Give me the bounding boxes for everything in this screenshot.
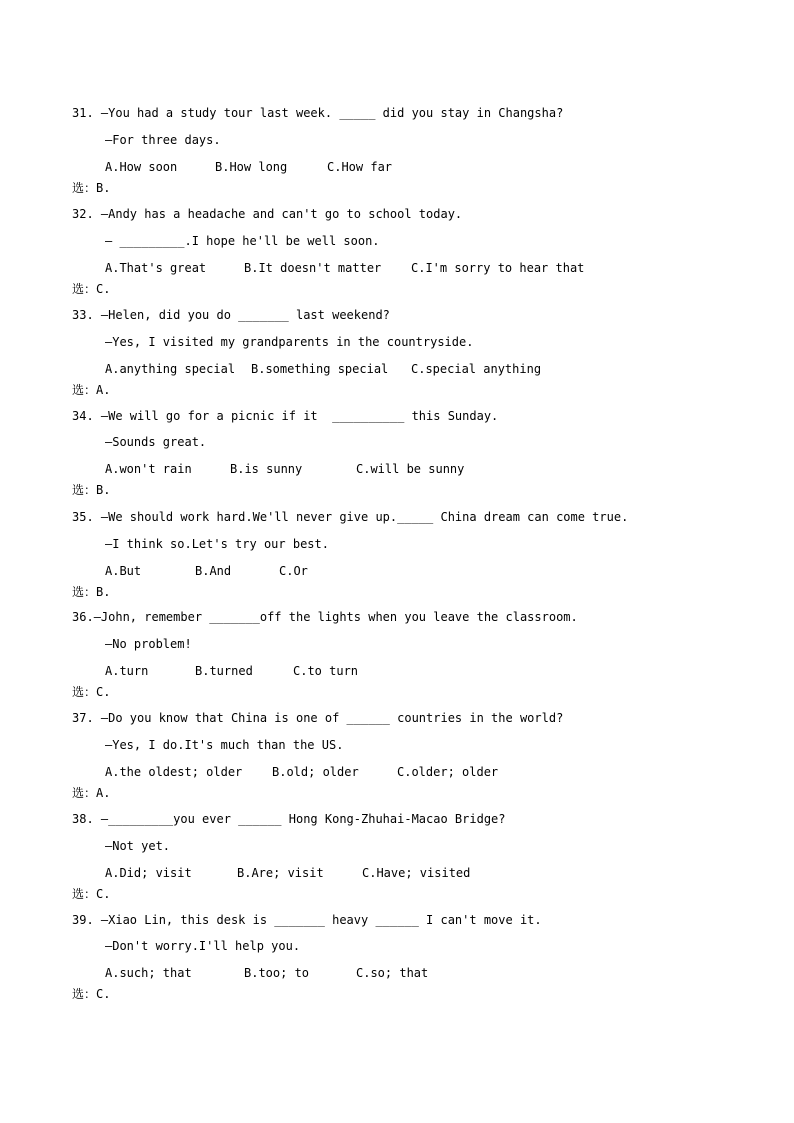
dialogue-reply: —Don't worry.I'll help you. bbox=[105, 939, 301, 953]
option-b: B.And bbox=[195, 564, 232, 578]
options-row bbox=[105, 462, 465, 476]
option-a: A.won't rain bbox=[105, 462, 192, 476]
option-b: B.old; older bbox=[272, 765, 359, 779]
dialogue-reply: —I think so.Let's try our best. bbox=[105, 537, 329, 551]
option-c: C.How far bbox=[327, 160, 393, 174]
dialogue-reply: —Not yet. bbox=[105, 839, 171, 853]
solution: 选：C. bbox=[72, 987, 111, 1001]
solution: 选：A. bbox=[72, 383, 111, 397]
question-number: 36. bbox=[72, 610, 94, 624]
question-number: 37. bbox=[72, 711, 94, 725]
question-stem bbox=[72, 812, 506, 826]
option-a: A.That's great bbox=[105, 261, 207, 275]
options-row bbox=[105, 664, 359, 678]
solution: 选：B. bbox=[72, 181, 111, 195]
option-a: A.How soon bbox=[105, 160, 178, 174]
option-c: C.older; older bbox=[397, 765, 499, 779]
question-text: —You had a study tour last week. _____ did you stay in Changsha? bbox=[93, 106, 564, 120]
question-stem bbox=[72, 308, 390, 322]
option-a: A.the oldest; older bbox=[105, 765, 243, 779]
options-row bbox=[105, 362, 542, 376]
option-b: B.Are; visit bbox=[237, 866, 324, 880]
solution: 选：A. bbox=[72, 786, 111, 800]
question-stem bbox=[72, 106, 563, 120]
option-a: A.anything special bbox=[105, 362, 236, 376]
dialogue-reply: —Yes, I visited my grandparents in the countryside. bbox=[105, 335, 474, 349]
dialogue-reply: —No problem! bbox=[105, 637, 192, 651]
question-text: —Andy has a headache and can't go to school today. bbox=[93, 207, 463, 221]
question-number: 33. bbox=[72, 308, 94, 322]
option-a: A.turn bbox=[105, 664, 149, 678]
option-c: C.will be sunny bbox=[356, 462, 465, 476]
question-stem bbox=[72, 409, 498, 423]
question-number: 34. bbox=[72, 409, 94, 423]
options-row bbox=[105, 866, 471, 880]
dialogue-reply: — _________.I hope he'll be well soon. bbox=[105, 234, 380, 248]
option-c: C.Or bbox=[279, 564, 308, 578]
question-text: —Do you know that China is one of ______ countries in the world? bbox=[93, 711, 564, 725]
option-c: C.to turn bbox=[293, 664, 359, 678]
option-b: B.something special bbox=[251, 362, 389, 376]
solution: 选：B. bbox=[72, 585, 111, 599]
question-stem bbox=[72, 510, 628, 524]
question-number: 38. bbox=[72, 812, 94, 826]
question-text: —We will go for a picnic if it __________ this Sunday. bbox=[93, 409, 499, 423]
options-row bbox=[105, 261, 585, 275]
option-c: C.I'm sorry to hear that bbox=[411, 261, 585, 275]
dialogue-reply: —For three days. bbox=[105, 133, 221, 147]
option-a: A.But bbox=[105, 564, 142, 578]
question-number: 35. bbox=[72, 510, 94, 524]
options-row bbox=[105, 564, 308, 578]
option-c: C.special anything bbox=[411, 362, 542, 376]
options-row bbox=[105, 160, 393, 174]
question-number: 32. bbox=[72, 207, 94, 221]
solution: 选：C. bbox=[72, 282, 111, 296]
question-stem bbox=[72, 610, 578, 624]
solution: 选：C. bbox=[72, 887, 111, 901]
option-b: B.How long bbox=[215, 160, 288, 174]
question-stem bbox=[72, 913, 542, 927]
question-text: —_________you ever ______ Hong Kong-Zhuhai-Macao Bridge? bbox=[93, 812, 506, 826]
question-text: —Helen, did you do _______ last weekend? bbox=[93, 308, 390, 322]
option-b: B.turned bbox=[195, 664, 253, 678]
option-b: B.is sunny bbox=[230, 462, 303, 476]
solution: 选：B. bbox=[72, 483, 111, 497]
question-number: 39. bbox=[72, 913, 94, 927]
question-stem bbox=[72, 711, 563, 725]
option-b: B.too; to bbox=[244, 966, 310, 980]
question-text: —We should work hard.We'll never give up._____ China dream can come true. bbox=[93, 510, 629, 524]
question-text: —Xiao Lin, this desk is _______ heavy ______ I can't move it. bbox=[93, 913, 542, 927]
option-c: C.so; that bbox=[356, 966, 429, 980]
options-row bbox=[105, 765, 499, 779]
dialogue-reply: —Sounds great. bbox=[105, 435, 207, 449]
option-c: C.Have; visited bbox=[362, 866, 471, 880]
question-text: —John, remember _______off the lights when you leave the classroom. bbox=[93, 610, 578, 624]
solution: 选：C. bbox=[72, 685, 111, 699]
question-number: 31. bbox=[72, 106, 94, 120]
option-a: A.such; that bbox=[105, 966, 192, 980]
question-stem bbox=[72, 207, 462, 221]
option-a: A.Did; visit bbox=[105, 866, 192, 880]
dialogue-reply: —Yes, I do.It's much than the US. bbox=[105, 738, 344, 752]
options-row bbox=[105, 966, 429, 980]
option-b: B.It doesn't matter bbox=[244, 261, 382, 275]
